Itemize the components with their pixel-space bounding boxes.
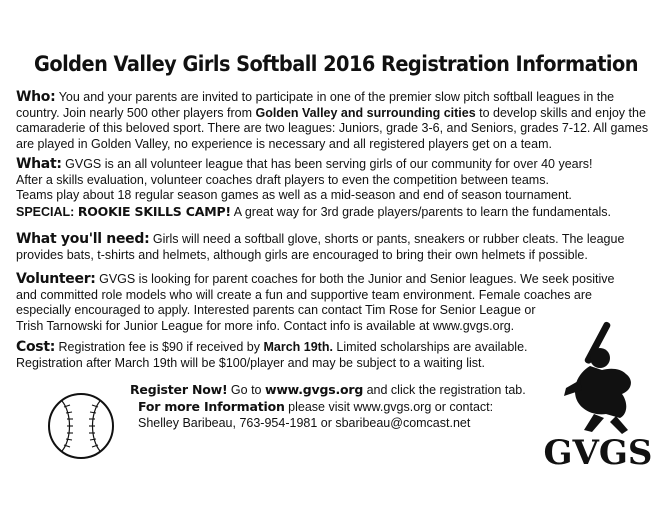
who-text-1: You and your parents are invited to participate in one of the premier slow pitch softball leagues in the country. Join nearly 500 other players from [16, 90, 615, 120]
more-info-label: For more Information [138, 398, 285, 414]
need-text: Girls will need a softball glove, shorts or pants, sneakers or rubber cleats. The league provides bats, t-shirts and helmets, although girls are encouraged to bring their own helmets if possible. [16, 232, 625, 262]
more-info-text: please visit www.gvgs.org or contact: [284, 399, 494, 414]
softball-icon [46, 391, 116, 461]
cost-line-2: Registration after March 19th will be $100/player and may be subject to a waiting list. [16, 355, 485, 370]
contact-line: Shelley Baribeau, 763-954-1981 or sbaribeau@comcast.net [138, 416, 471, 430]
cost-bold: March 19th. [263, 340, 333, 354]
what-line-3: Teams play about 18 regular season games as well as a mid-season and end of season tournament. [16, 188, 572, 203]
volunteer-line-3: especially encouraged to apply. Interested parents can contact Tim Rose for Senior League or [16, 303, 536, 318]
need-section [16, 232, 656, 263]
register-url[interactable]: www.gvgs.org [264, 382, 364, 397]
cost-heading: Cost: [16, 339, 56, 355]
who-section [16, 90, 656, 152]
special-bold: ROOKIE SKILLS CAMP! [77, 203, 231, 219]
register-block [130, 382, 526, 432]
volunteer-line-2: and committed role models who will create a fun and supportive team environment. Female coaches are [16, 287, 592, 302]
register-label: Register Now! [130, 382, 228, 397]
batter-silhouette-icon [564, 321, 631, 434]
special-text: A great way for 3rd grade players/parents to learn the fundamentals. [233, 204, 612, 219]
what-section [16, 157, 656, 220]
what-line-2: After a skills evaluation, volunteer coaches draft players to even the competition between teams. [16, 172, 549, 187]
volunteer-line-4: Trish Tarnowski for Junior League for more info. Contact info is available at www.gvgs.org. [16, 318, 515, 333]
register-text-2: and click the registration tab. [363, 383, 526, 397]
special-label: SPECIAL: [16, 204, 75, 219]
who-text-2: to develop skills and enjoy the camaraderie of this beloved sport. There are two leagues: Juniors, grade 3-6, and Seniors, grades 7-12. All games are played in Golden Valley, no experience is necessary and all registered players get on a team. [16, 105, 649, 151]
volunteer-heading: Volunteer: [16, 271, 96, 287]
page-title: Golden Valley Girls Softball 2016 Registration Information [33, 52, 639, 77]
volunteer-line-1: GVGS is looking for parent coaches for both the Junior and Senior leagues. We seek positive [99, 272, 615, 286]
register-text-1: Go to [227, 383, 265, 397]
who-heading: Who: [16, 89, 56, 105]
what-heading: What: [16, 156, 62, 172]
who-bold: Golden Valley and surrounding cities [255, 105, 476, 120]
need-heading: What you'll need: [16, 231, 150, 247]
logo-text: GVGS [543, 433, 653, 473]
cost-text-1: Registration fee is $90 if received by [58, 340, 264, 354]
gvgs-logo [536, 318, 660, 478]
what-line-1: GVGS is an all volunteer league that has been serving girls of our community for over 40 years! [65, 157, 593, 171]
cost-text-2: Limited scholarships are available. [332, 340, 528, 354]
